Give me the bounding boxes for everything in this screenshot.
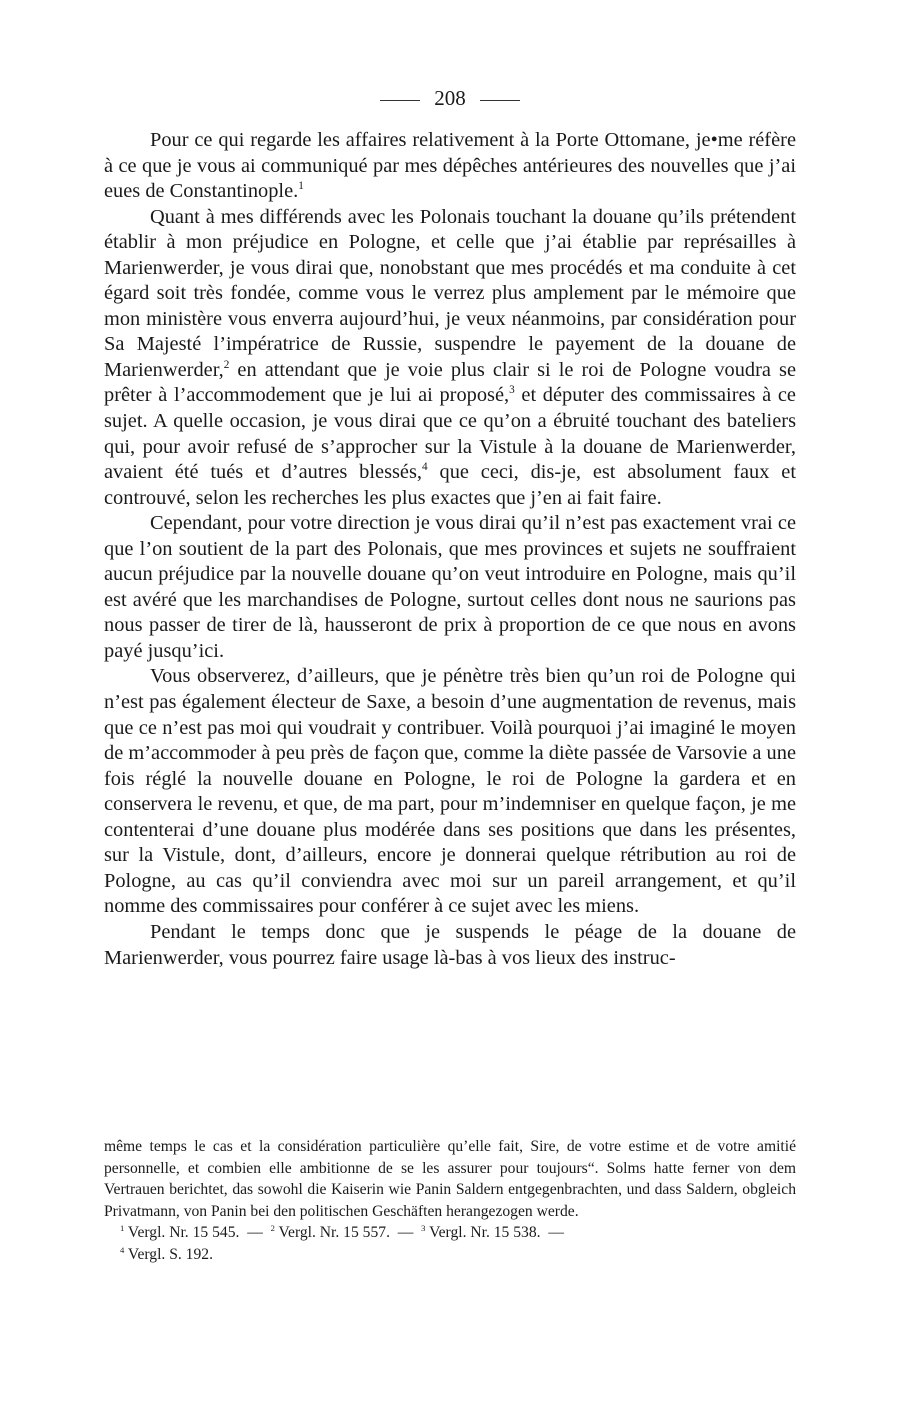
footnote-references: $^1$ Vergl. Nr. 15 545. — $^2$ Vergl. Nr. 15 557. — $^3$ Vergl. Nr. 15 538. — $^4$ Vergl. S. 192.	[120, 1222, 564, 1263]
body-paragraph	[104, 511, 796, 664]
paragraph-text: Vous observerez, d’ailleurs, que je pénètre très bien qu’un roi de Pologne qui n’est pas également électeur de Saxe, a besoin d’une augmentation de revenus, mais que ce n’est pas moi qui voudrait y contribuer. Voilà pourquoi j’ai imaginé le moyen de m’accommoder à peu près de façon que, comme la diète passée de Varsovie a une fois réglé la nouvelle douane en Pologne, le roi de Pologne la gardera et en conservera le revenu, et que, de ma part, pour m’indemniser en quelque façon, je me contenterai d’une douane plus modérée dans ses positions que dans les présentes, sur la Vistule, dont, d’ailleurs, encore je donnerai quelque rétribution au roi de Pologne, au cas qu’il conviendra avec moi sur un pareil arrangement, et qu’il nomme des commissaires pour conférer à ce sujet avec les miens.	[104, 665, 796, 918]
footnote-ref-text: Vergl. Nr. 15 538.	[429, 1224, 541, 1241]
body-paragraph	[104, 128, 796, 205]
paragraph-text: Pour ce qui regarde les affaires relativement à la Porte Ottomane, je	[150, 129, 711, 151]
footnote-ref-text: Vergl. Nr. 15 545.	[127, 1224, 240, 1241]
footnotes	[104, 1136, 796, 1265]
footnote-marker: 1	[298, 180, 304, 193]
footnote-ref-number: 3	[421, 1222, 426, 1233]
header-rule-left	[380, 100, 420, 101]
paragraph-text: que ceci, dis-je, est absolument faux et controuvé, selon les recherches les plus exactes que j’en ai fait faire.	[104, 461, 796, 509]
footnote-ref-text: Vergl. Nr. 15 557.	[278, 1224, 390, 1241]
header-rule-right	[480, 100, 520, 101]
footnote-marker: 3	[509, 384, 515, 397]
paragraph-text: en attendant que je voie plus clair si le roi de Pologne voudra se prêter à l’accommodement que je lui ai proposé,	[104, 358, 796, 407]
paragraph-text: Cependant, pour votre direction je vous dirai qu’il n’est pas exactement vrai ce que l’on soutient de la part des Polonais, que mes provinces et sujets ne souffraient aucun préjudice par la nouvelle douane qu’on veut introduire en Pologne, mais qu’il est avéré que les marchandises de Pologne, surtout celles dont nous ne saurions pas nous passer de tirer de là, hausseront de prix à proportion de ce que nous en avons payé jusqu’ici.	[104, 512, 796, 662]
body-paragraph	[104, 920, 796, 971]
footnote-ref-text: Vergl. S. 192.	[127, 1245, 213, 1263]
print-artifact-dot: •	[710, 129, 718, 151]
footnote-ref-number: 4	[120, 1244, 125, 1255]
body-paragraph	[104, 664, 796, 919]
paragraph-text: Quant à mes différends avec les Polonais touchant la douane qu’ils prétendent établir à mon préjudice en Pologne, et celle que j’ai établie par représailles à Marienwerder, je vous dirai que, nonobstant que mes procédés et ma conduite à cet égard soit très fondée, comme vous le verrez plus amplement par le mémoire que mon ministère vous enverra aujourd’hui, je veux néanmoins, par considération pour Sa Majesté l’impératrice de Russie, suspendre le payement de la douane de Marienwerder,	[104, 205, 796, 381]
footnote-marker: 2	[223, 359, 230, 372]
footnote-continuation: même temps le cas et la considération particulière qu’elle fait, Sire, de votre estime et de votre amitié personnelle, et combien elle ambitionne de se les assurer pour toujours“. Solms hatte ferner von dem Vertrauen berichtet, das sowohl die Kaiserin wie Panin Saldern entgegenbrachten, und dass Saldern, obgleich Privatmann, von Panin bei den politischen Geschäften herangezogen werde.	[104, 1138, 796, 1220]
footnote-ref-number: 2	[270, 1222, 275, 1233]
paragraph-text: et députer des commissaires à ce sujet. A quelle occasion, je vous dirai que ce qu’on a ébruité touchant des bateliers qui, pour avoir refusé de s’approcher sur la Vistule à la douane de Marienwerder, avaient été tués et d’autres blessés,	[104, 384, 796, 484]
footnote-marker: 4	[422, 461, 428, 474]
page-number: 208	[434, 86, 466, 110]
body-paragraph	[104, 205, 796, 512]
page-header	[0, 84, 900, 112]
paragraph-text: me réfère à ce que je vous ai communiqué par mes dépêches antérieures des nouvelles que j’ai eues de Constantinople.	[104, 129, 796, 203]
footnote-ref-number: 1	[120, 1222, 125, 1233]
body-text	[104, 128, 796, 971]
paragraph-text: Pendant le temps donc que je suspends le péage de la douane de Marienwerder, vous pourrez faire usage là-bas à vos lieux des instruc-	[104, 920, 796, 969]
